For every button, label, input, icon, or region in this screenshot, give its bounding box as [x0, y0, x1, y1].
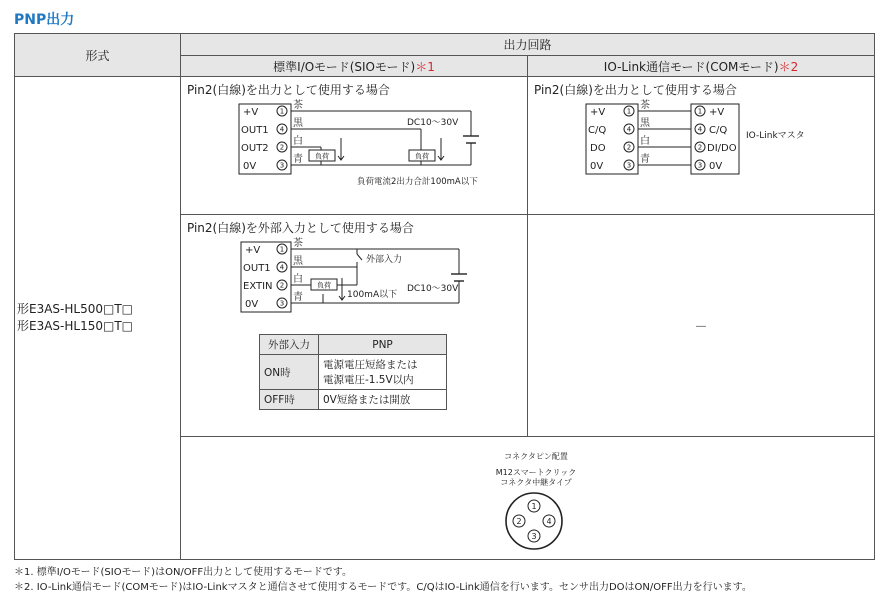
terminal-label: DO	[590, 143, 606, 154]
connector-title: コネクタピン配置	[504, 452, 568, 461]
pin-number: 1	[697, 107, 703, 116]
sio-input-cell	[181, 215, 528, 437]
ext-header: 外部入力	[260, 335, 319, 355]
pin-number: 4	[279, 263, 285, 272]
pin-number: 1	[279, 107, 285, 116]
sio-mode-label: 標準I/Oモード(SIOモード)	[273, 59, 416, 74]
wire-color-label: 茶	[640, 100, 650, 111]
terminal-label: +V	[709, 107, 725, 118]
terminal-label: +V	[245, 245, 261, 256]
com-input-cell: －	[528, 215, 875, 437]
ext-header: PNP	[319, 335, 447, 355]
com-title: Pin2(白線)を出力として使用する場合	[534, 83, 737, 97]
terminal-label: +V	[243, 107, 259, 118]
load-label: 負荷	[315, 152, 329, 161]
ext-condition-on	[319, 355, 447, 390]
connector-pin-number: 1	[531, 502, 537, 511]
com-circuit	[528, 98, 873, 210]
terminal-label: EXTIN	[243, 281, 273, 292]
current-limit-label: 100mA以下	[347, 290, 398, 300]
sio-output-cell	[181, 77, 528, 215]
wire-color-label: 茶	[293, 238, 303, 249]
pin-number: 2	[626, 143, 632, 152]
supply-label: DC10～30V	[407, 284, 459, 294]
terminal-label: 0V	[243, 161, 257, 172]
output-circuit-header: 出力回路	[181, 34, 875, 56]
wire-color-label: 黒	[293, 256, 303, 267]
load-label: 負荷	[317, 281, 331, 290]
pin-number: 4	[279, 125, 285, 134]
section-heading: PNP出力	[14, 12, 75, 28]
terminal-label: 0V	[245, 299, 259, 310]
wire-color-label: 茶	[293, 100, 303, 111]
wire-color-label: 白	[640, 136, 650, 147]
model-header: 形式	[15, 34, 181, 77]
wire-color-label: 黒	[293, 118, 303, 129]
pin-number: 3	[279, 161, 285, 170]
connector-diagram	[181, 437, 875, 555]
ext-condition-off: 0V短絡または開放	[319, 390, 447, 410]
sio-input-title: Pin2(白線)を外部入力として使用する場合	[187, 221, 414, 235]
pin-number: 1	[279, 245, 285, 254]
pin-number: 2	[279, 281, 285, 290]
sio-input-circuit	[181, 236, 526, 322]
terminal-label: C/Q	[709, 125, 728, 136]
com-mode-header	[528, 56, 875, 77]
connector-pin-number: 4	[546, 517, 552, 526]
connector-pin-number: 3	[531, 532, 537, 541]
terminal-label: OUT1	[241, 125, 269, 136]
external-input-table	[259, 334, 447, 410]
terminal-label: +V	[590, 107, 606, 118]
terminal-label: 0V	[590, 161, 604, 172]
io-link-master-label: IO-Linkマスタ	[746, 131, 805, 141]
pin-number: 3	[626, 161, 632, 170]
sio-note-mark: ＊1	[415, 59, 435, 74]
pin-number: 4	[697, 125, 703, 134]
com-mode-label: IO-Link通信モード(COMモード)	[603, 59, 779, 74]
load-label: 負荷	[415, 152, 429, 161]
footnote: ＊2. IO-Link通信モード(COMモード)はIO-Linkマスタと通信させて使用するモードです。C/QはIO-Link通信を行います。センサ出力DOはON/OFF出力を行います。	[14, 582, 752, 593]
ext-state-on: ON時	[260, 355, 319, 390]
connector-subtitle: コネクタ中継タイプ	[500, 478, 572, 487]
pin-number: 2	[697, 143, 703, 152]
terminal-label: OUT1	[243, 263, 271, 274]
sio-mode-header	[181, 56, 528, 77]
wire-color-label: 黒	[640, 118, 650, 129]
pin-number: 1	[626, 107, 632, 116]
sio-output-title: Pin2(白線)を出力として使用する場合	[187, 83, 390, 97]
connector-pin-number: 2	[516, 517, 522, 526]
wire-color-label: 白	[293, 274, 303, 285]
sio-output-circuit	[181, 98, 526, 210]
model-name: 形E3AS-HL500□T□	[17, 302, 133, 316]
model-cell	[15, 77, 181, 560]
supply-label: DC10～30V	[407, 118, 459, 128]
output-circuit-table	[14, 33, 875, 560]
connector-subtitle: M12スマートクリック	[495, 468, 577, 477]
terminal-label: DI/DO	[707, 143, 737, 154]
terminal-label: C/Q	[588, 125, 607, 136]
pin-number: 3	[279, 299, 285, 308]
terminal-label: OUT2	[241, 143, 269, 154]
connector-cell	[181, 437, 875, 560]
model-name: 形E3AS-HL150□T□	[17, 319, 133, 333]
footnote: ＊1. 標準I/Oモード(SIOモード)はON/OFF出力として使用するモードです。	[14, 567, 352, 578]
ext-state-off: OFF時	[260, 390, 319, 410]
ext-switch	[357, 254, 362, 260]
external-input-label: 外部入力	[366, 255, 403, 265]
wire-color-label: 青	[293, 292, 303, 303]
pin-number: 2	[279, 143, 285, 152]
terminal-label: 0V	[709, 161, 723, 172]
com-note-mark: ＊2	[778, 59, 799, 74]
com-cell	[528, 77, 875, 215]
wire-color-label: 青	[640, 154, 650, 165]
ext-condition-line: 電源電圧-1.5V以内	[323, 374, 414, 386]
pin-number: 3	[697, 161, 703, 170]
pin-number: 4	[626, 125, 632, 134]
load-current-note: 負荷電流2出力合計100mA以下	[357, 177, 478, 187]
wire-color-label: 白	[293, 136, 303, 147]
wire-color-label: 青	[293, 154, 303, 165]
ext-condition-line: 電源電圧短絡または	[323, 359, 418, 371]
